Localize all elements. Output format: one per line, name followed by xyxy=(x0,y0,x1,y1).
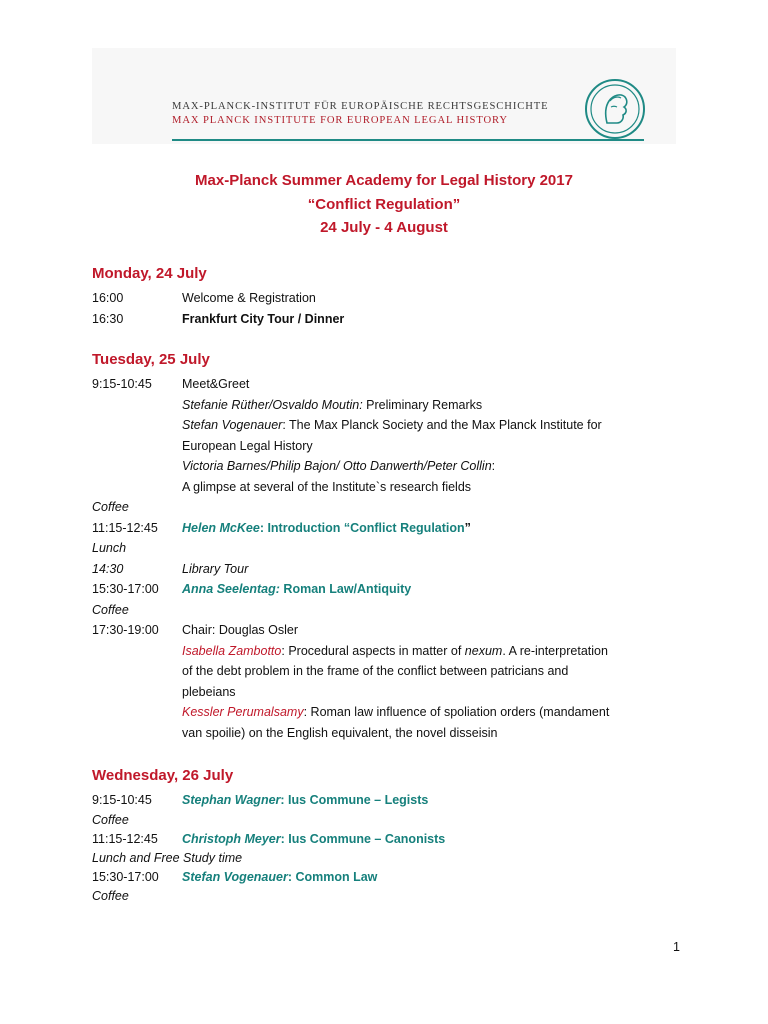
schedule-row xyxy=(92,477,682,498)
row-desc: European Legal History xyxy=(182,438,313,453)
break-label: Coffee xyxy=(92,812,129,827)
title-line-1: Max-Planck Summer Academy for Legal History 2017 xyxy=(195,172,573,189)
schedule-row xyxy=(92,830,682,849)
schedule-row xyxy=(92,579,682,600)
row-time: 17:30-19:00 xyxy=(92,623,159,637)
row-time: 15:30-17:00 xyxy=(92,869,159,884)
break-label: Lunch and Free Study time xyxy=(92,850,243,865)
schedule-row xyxy=(92,497,682,518)
speaker-name: Stephan Wagner xyxy=(182,793,281,807)
header-divider xyxy=(172,139,644,141)
break-label: Coffee xyxy=(92,602,129,617)
schedule-row xyxy=(92,682,682,703)
break-label: Coffee xyxy=(92,500,129,514)
speaker-name: Christoph Meyer xyxy=(182,831,281,846)
schedule-row xyxy=(92,374,682,395)
row-time: 15:30-17:00 xyxy=(92,582,159,596)
schedule-row: Stefan Vogenauer: The Max Planck Society and the Max Planck Institute for xyxy=(182,418,602,432)
institute-name-english: MAX PLANCK INSTITUTE FOR EUROPEAN LEGAL HISTORY xyxy=(172,115,508,126)
schedule-row xyxy=(92,849,682,868)
speaker-name: Helen McKee xyxy=(182,520,260,535)
row-time: 16:00 xyxy=(92,291,124,305)
speaker-name: Stefan Vogenauer xyxy=(182,869,288,884)
day-heading: Wednesday, 26 July xyxy=(92,767,234,784)
row-time: 14:30 xyxy=(92,561,124,576)
day-monday xyxy=(92,263,682,329)
schedule-row: 11:15-12:45 Helen McKee: Introduction “Conflict Regulation” xyxy=(92,518,682,539)
day-heading: Monday, 24 July xyxy=(92,265,207,282)
row-desc: : Ius Commune – Legists xyxy=(280,793,429,807)
institute-name-german: MAX-PLANCK-INSTITUT FÜR EUROPÄISCHE RECHTSGESCHICHTE xyxy=(172,101,549,112)
schedule-row: Stefanie Rüther/Osvaldo Moutin: Preliminary Remarks xyxy=(182,397,483,412)
schedule-row xyxy=(92,436,682,457)
speaker-name: Kessler Perumalsamy xyxy=(182,705,304,719)
title-line-2: “Conflict Regulation” xyxy=(307,195,461,213)
schedule-row xyxy=(92,600,682,621)
schedule-row: Isabella Zambotto: Procedural aspects in matter of nexum. A re-interpretation xyxy=(182,643,608,658)
row-desc: plebeians xyxy=(182,684,236,699)
day-tuesday xyxy=(92,349,682,743)
schedule-row xyxy=(92,538,682,559)
schedule-row xyxy=(92,559,682,580)
row-desc: : Introduction “Conflict Regulation xyxy=(259,520,465,535)
speaker-name: Anna Seelentag: xyxy=(182,582,280,596)
row-desc: Roman law influence of spoliation orders (mandament xyxy=(307,705,610,719)
schedule-row xyxy=(92,661,682,682)
speaker-name: Victoria Barnes/Philip Bajon/ Otto Danwerth/Peter Collin xyxy=(182,459,492,473)
schedule-row: Victoria Barnes/Philip Bajon/ Otto Danwerth/Peter Collin: xyxy=(182,459,496,473)
row-time: 9:15-10:45 xyxy=(92,377,152,391)
break-label: Lunch xyxy=(92,541,127,555)
row-desc: Frankfurt City Tour / Dinner xyxy=(182,311,345,326)
schedule-row xyxy=(92,620,682,641)
day-heading: Tuesday, 25 July xyxy=(92,351,210,368)
row-time: 11:15-12:45 xyxy=(92,831,158,846)
schedule-row xyxy=(92,723,682,744)
speaker-name: Isabella Zambotto xyxy=(182,643,282,658)
schedule xyxy=(92,263,682,916)
row-desc: Procedural aspects in matter of xyxy=(284,643,465,658)
schedule-row xyxy=(92,868,682,887)
speaker-name: Stefan Vogenauer xyxy=(182,418,283,432)
row-time: 16:30 xyxy=(92,311,124,326)
row-time: 9:15-10:45 xyxy=(92,793,152,807)
row-desc: Chair: Douglas Osler xyxy=(182,623,299,637)
schedule-row xyxy=(92,309,682,330)
row-desc: Preliminary Remarks xyxy=(362,397,483,412)
row-desc: The Max Planck Society and the Max Planck Institute for xyxy=(285,418,602,432)
row-desc: of the debt problem in the frame of the conflict between patricians and xyxy=(182,664,569,678)
schedule-row xyxy=(92,288,682,309)
schedule-row xyxy=(92,811,682,830)
row-desc: : Ius Commune – Canonists xyxy=(280,831,446,846)
title-line-3: 24 July - 4 August xyxy=(320,219,448,236)
speaker-name: Stefanie Rüther/Osvaldo Moutin xyxy=(182,397,360,412)
minerva-logo-icon xyxy=(583,77,647,141)
row-desc: A glimpse at several of the Institute`s research fields xyxy=(182,479,472,494)
schedule-row: Kessler Perumalsamy: Roman law influence of spoliation orders (mandament xyxy=(182,705,610,719)
schedule-row xyxy=(92,790,682,811)
row-desc: Meet&Greet xyxy=(182,377,250,391)
row-desc: Roman Law/Antiquity xyxy=(279,582,412,596)
schedule-row xyxy=(92,887,682,906)
break-label: Coffee xyxy=(92,888,129,903)
row-desc: : Common Law xyxy=(287,869,378,884)
document-title xyxy=(0,169,768,240)
row-desc: van spoilie) on the English equivalent, the novel disseisin xyxy=(182,725,498,740)
day-wednesday xyxy=(92,765,682,906)
row-desc: Library Tour xyxy=(182,561,249,576)
row-time: 11:15-12:45 xyxy=(92,520,158,535)
row-desc: Welcome & Registration xyxy=(182,291,316,305)
page-number: 1 xyxy=(673,940,680,954)
